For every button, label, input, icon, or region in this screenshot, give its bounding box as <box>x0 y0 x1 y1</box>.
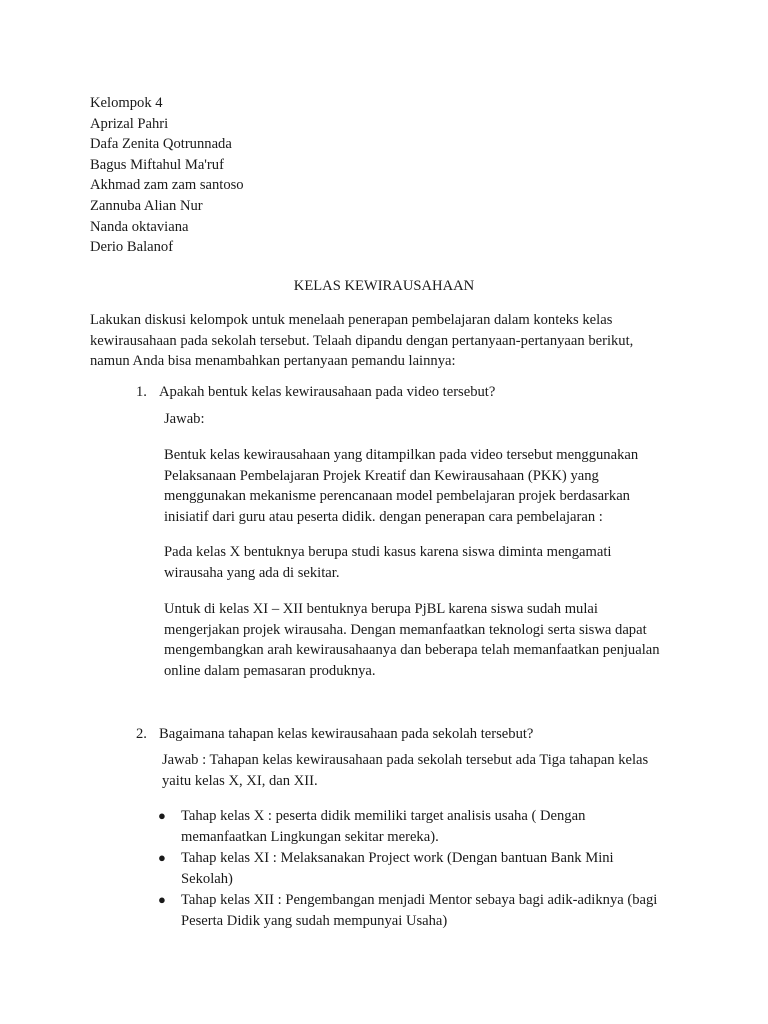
paragraph-line: inisiatif dari guru atau peserta didik. dengan penerapan cara pembelajaran : <box>164 508 603 525</box>
answer-label: Jawab: <box>164 411 205 427</box>
document-title: KELAS KEWIRAUSAHAAN <box>293 278 475 294</box>
group-label: Kelompok 4 <box>90 95 163 111</box>
bullet-icon: ● <box>158 850 166 865</box>
paragraph-line: Untuk di kelas XI – XII bentuknya berupa PjBL karena siswa sudah mulai <box>164 601 598 617</box>
intro-paragraph <box>90 310 690 372</box>
member-name: Aprizal Pahri <box>90 115 169 132</box>
bullet-item <box>181 848 614 889</box>
bullet-line: Tahap kelas X : peserta didik memiliki target analisis usaha ( Dengan <box>181 808 586 824</box>
bullet-item <box>181 890 657 931</box>
paragraph-line: mengerjakan projek wirausaha. Dengan memanfaatkan teknologi serta siswa dapat <box>164 621 647 638</box>
intro-line: Lakukan diskusi kelompok untuk menelaah penerapan pembelajaran dalam konteks kelas <box>90 312 613 328</box>
bullet-line: Tahap kelas XI : Melaksanakan Project work (Dengan bantuan Bank Mini <box>181 850 614 866</box>
group-members <box>90 93 244 258</box>
paragraph-line: menggunakan mekanisme perencanaan model pembelajaran projek berdasarkan <box>164 488 630 504</box>
bullet-line: memanfaatkan Lingkungan sekitar mereka). <box>181 828 439 845</box>
member-name: Zannuba Alian Nur <box>90 197 203 214</box>
member-name: Nanda oktaviana <box>90 218 189 235</box>
paragraph-line: Bentuk kelas kewirausahaan yang ditampilkan pada video tersebut menggunakan <box>164 447 639 463</box>
question-2-text: Bagaimana tahapan kelas kewirausahaan pada sekolah tersebut? <box>159 726 534 742</box>
question-1-paragraph-2 <box>164 542 611 583</box>
intro-line: kewirausahaan pada sekolah tersebut. Telaah dipandu dengan pertanyaan-pertanyaan berikut, <box>90 332 634 349</box>
question-1-paragraph-1 <box>164 445 638 527</box>
question-1-paragraph-3 <box>164 599 660 681</box>
paragraph-line: online dalam pemasaran produknya. <box>164 662 376 679</box>
question-1-number: 1. <box>136 384 147 400</box>
question-1-answer-label-block <box>164 409 205 430</box>
bullet-item <box>181 806 585 847</box>
intro-line: namun Anda bisa menambahkan pertanyaan pemandu lainnya: <box>90 353 456 369</box>
paragraph-line: Pelaksanaan Pembelajaran Projek Kreatif dan Kewirausahaan (PKK) yang <box>164 467 599 484</box>
paragraph-line: wirausaha yang ada di sekitar. <box>164 564 340 581</box>
paragraph-line: yaitu kelas X, XI, dan XII. <box>162 772 318 789</box>
paragraph-line: mengembangkan arah kewirausahaanya dan beberapa telah memanfaatkan penjualan <box>164 642 660 658</box>
bullet-line: Tahap kelas XII : Pengembangan menjadi Mentor sebaya bagi adik-adiknya (bagi <box>181 892 658 908</box>
bullet-icon: ● <box>158 892 166 907</box>
paragraph-line: Jawab : Tahapan kelas kewirausahaan pada sekolah tersebut ada Tiga tahapan kelas <box>162 752 649 768</box>
question-2-number: 2. <box>136 726 147 742</box>
bullet-line: Peserta Didik yang sudah mempunyai Usaha) <box>181 912 448 929</box>
member-name: Derio Balanof <box>90 239 174 256</box>
question-1-text: Apakah bentuk kelas kewirausahaan pada video tersebut? <box>159 384 496 400</box>
bullet-icon: ● <box>158 808 166 823</box>
member-name: Akhmad zam zam santoso <box>90 177 244 194</box>
member-name: Bagus Miftahul Ma'ruf <box>90 156 224 173</box>
member-name: Dafa Zenita Qotrunnada <box>90 136 232 153</box>
paragraph-line: Pada kelas X bentuknya berupa studi kasus karena siswa diminta mengamati <box>164 544 612 560</box>
bullet-line: Sekolah) <box>181 870 233 887</box>
question-2-answer <box>162 750 648 791</box>
